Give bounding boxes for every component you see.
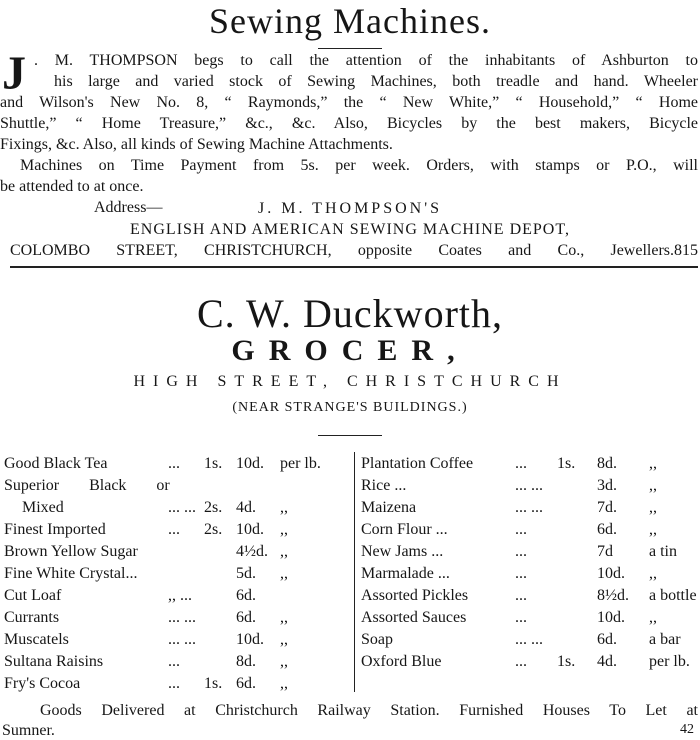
price-leader: ... [515,587,527,604]
price-pence: 10d. [236,455,264,472]
price-unit: a bar [649,631,681,648]
price-leader: ... [168,455,180,472]
grocer-heading: GROCER, [231,334,469,367]
price-leader: ... ... [168,609,196,626]
ad-body-line: Machines on Time Payment from 5s. per week. Orders, with stamps or P.O., will [20,157,698,174]
price-unit: per lb. [280,455,321,472]
street-heading: HIGH STREET, CHRISTCHURCH [133,373,567,390]
price-pence: 6d. [236,609,256,626]
price-leader: ... ... [515,477,543,494]
price-unit: ,, [280,543,288,560]
location-note: (NEAR STRANGE'S BUILDINGS.) [232,400,468,415]
drop-cap: J [2,47,26,100]
address-label: Address— [94,199,163,216]
ad-body-line: . M. THOMPSON begs to call the attention of the inhabitants of Ashburton to [34,52,698,69]
column-divider [354,452,355,692]
address-street: COLOMBO STREET, CHRISTCHURCH, opposite Coates and Co., Jewellers.815 [10,242,698,259]
price-unit: ,, [280,609,288,626]
price-item-name: Fry's Cocoa [4,675,81,692]
price-item-name: Mixed [22,499,64,516]
price-item-name: Fine White Crystal... [4,565,138,582]
price-pence: 4d. [597,653,617,670]
price-pence: 10d. [236,521,264,538]
price-item-name: Marmalade ... [361,565,450,582]
price-leader: ... ... [168,499,196,516]
price-item-name: Cut Loaf [4,587,62,604]
price-item-name: Currants [4,609,60,626]
price-leader: ... ... [515,631,543,648]
price-pence: 10d. [597,609,625,626]
title-divider [318,48,382,49]
price-item-name: Assorted Pickles [361,587,469,604]
price-shillings: 1s. [557,653,576,670]
price-pence: 6d. [236,675,256,692]
price-shillings: 2s. [204,521,223,538]
price-pence: 3d. [597,477,617,494]
ad-title-sewing-machines: Sewing Machines. [209,1,491,41]
price-leader: ... [168,521,180,538]
ad-number: 42 [680,722,694,737]
price-item-name: Sultana Raisins [4,653,104,670]
ad-body-line: be attended to at once. [0,178,144,195]
address-depot: ENGLISH AND AMERICAN SEWING MACHINE DEPOT, [130,221,570,238]
price-shillings: 1s. [557,455,576,472]
price-unit: ,, [649,521,657,538]
price-pence: 8½d. [597,587,629,604]
price-pence: 7d. [597,499,617,516]
price-unit: a tin [649,543,677,560]
price-pence: 5d. [236,565,256,582]
price-leader: ... [515,609,527,626]
price-item-name: Assorted Sauces [361,609,467,626]
footer-sumner: Sumner. [2,722,55,739]
price-item-name: Corn Flour ... [361,521,448,538]
price-divider [318,435,382,436]
price-pence: 10d. [236,631,264,648]
price-item-name: Soap [361,631,393,648]
price-leader: ... [515,455,527,472]
price-leader: ... [168,653,180,670]
price-item-name: Plantation Coffee [361,455,474,472]
price-unit: ,, [280,653,288,670]
price-pence: 8d. [597,455,617,472]
price-pence: 10d. [597,565,625,582]
price-unit: per lb. [649,653,690,670]
price-shillings: 1s. [204,455,223,472]
price-leader: ,, ... [168,587,192,604]
ad-body-line: and Wilson's New No. 8, “ Raymonds,” the “ New White,” “ Household,” “ Home [0,94,698,111]
price-pence: 6d. [236,587,256,604]
price-unit: ,, [649,565,657,582]
price-pence: 8d. [236,653,256,670]
price-shillings: 1s. [204,675,223,692]
price-leader: ... [515,653,527,670]
price-pence: 4d. [236,499,256,516]
price-unit: ,, [280,521,288,538]
price-item-name: Brown Yellow Sugar [4,543,138,560]
price-item-name: Superior Black or [4,477,170,494]
price-unit: ,, [649,499,657,516]
ad-body-line: his large and varied stock of Sewing Machines, both treadle and hand. Wheeler [54,73,698,90]
price-leader: ... ... [168,631,196,648]
price-leader: ... [515,543,527,560]
price-item-name: Maizena [361,499,417,516]
price-item-name: Muscatels [4,631,69,648]
price-item-name: Good Black Tea [4,455,108,472]
price-unit: a bottle [649,587,697,604]
ad-title-duckworth: C. W. Duckworth, [197,291,503,336]
price-pence: 6d. [597,631,617,648]
price-unit: ,, [649,455,657,472]
price-unit: ,, [649,609,657,626]
price-unit: ,, [280,499,288,516]
price-leader: ... [515,565,527,582]
price-item-name: Oxford Blue [361,653,442,670]
section-divider [10,266,698,268]
price-unit: ,, [280,565,288,582]
price-unit: ,, [649,477,657,494]
footer-delivery: Goods Delivered at Christchurch Railway Station. Furnished Houses To Let at [40,702,698,719]
price-leader: ... [168,675,180,692]
price-pence: 6d. [597,521,617,538]
ad-body-line: Fixings, &c. Also, all kinds of Sewing Machine Attachments. [0,136,393,153]
price-item-name: Rice ... [361,477,407,494]
price-pence: 7d [597,543,613,560]
price-leader: ... ... [515,499,543,516]
price-unit: ,, [280,631,288,648]
price-leader: ... [515,521,527,538]
price-item-name: Finest Imported [4,521,106,538]
address-name: J. M. THOMPSON'S [258,200,442,217]
price-item-name: New Jams ... [361,543,444,560]
price-shillings: 2s. [204,499,223,516]
price-unit: ,, [280,675,288,692]
ad-body-line: Shuttle,” “ Home Treasure,” &c., &c. Also, Bicycles by the best makers, Bicycle [0,115,698,132]
price-pence: 4½d. [236,543,268,560]
